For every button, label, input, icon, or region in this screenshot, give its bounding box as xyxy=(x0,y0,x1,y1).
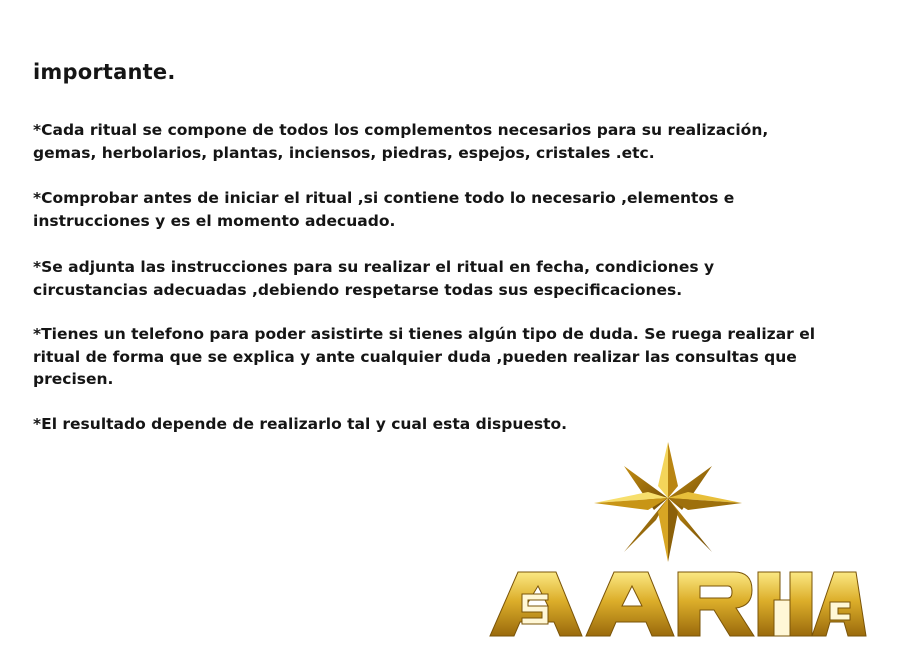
paragraph-instructions: *Se adjunta las instrucciones para su realizar el ritual en fecha, condiciones y circustancias adecuadas ,debiendo respetarse todas sus especificaciones. xyxy=(33,258,715,299)
paragraph-check-before: *Comprobar antes de iniciar el ritual ,si contiene todo lo necesario ,elementos e instrucciones y es el momento adecuado. xyxy=(33,189,735,230)
paragraph-components: *Cada ritual se compone de todos los complementos necesarios para su realización, gemas, herbolarios, plantas, inciensos, piedras, espejos, cristales .etc. xyxy=(33,121,769,162)
brand-logo xyxy=(478,440,868,650)
paragraph-phone-support: *Tienes un telefono para poder asistirte si tienes algún tipo de duda. Se ruega realizar el ritual de forma que se explica y ante cualquier duda ,pueden realizar las consultas que precisen. xyxy=(33,325,816,388)
page-title: importante. xyxy=(33,60,176,84)
logo-letters xyxy=(490,572,866,636)
eight-point-star-icon xyxy=(594,442,742,562)
paragraph-result: *El resultado depende de realizarlo tal y cual esta dispuesto. xyxy=(33,415,568,433)
